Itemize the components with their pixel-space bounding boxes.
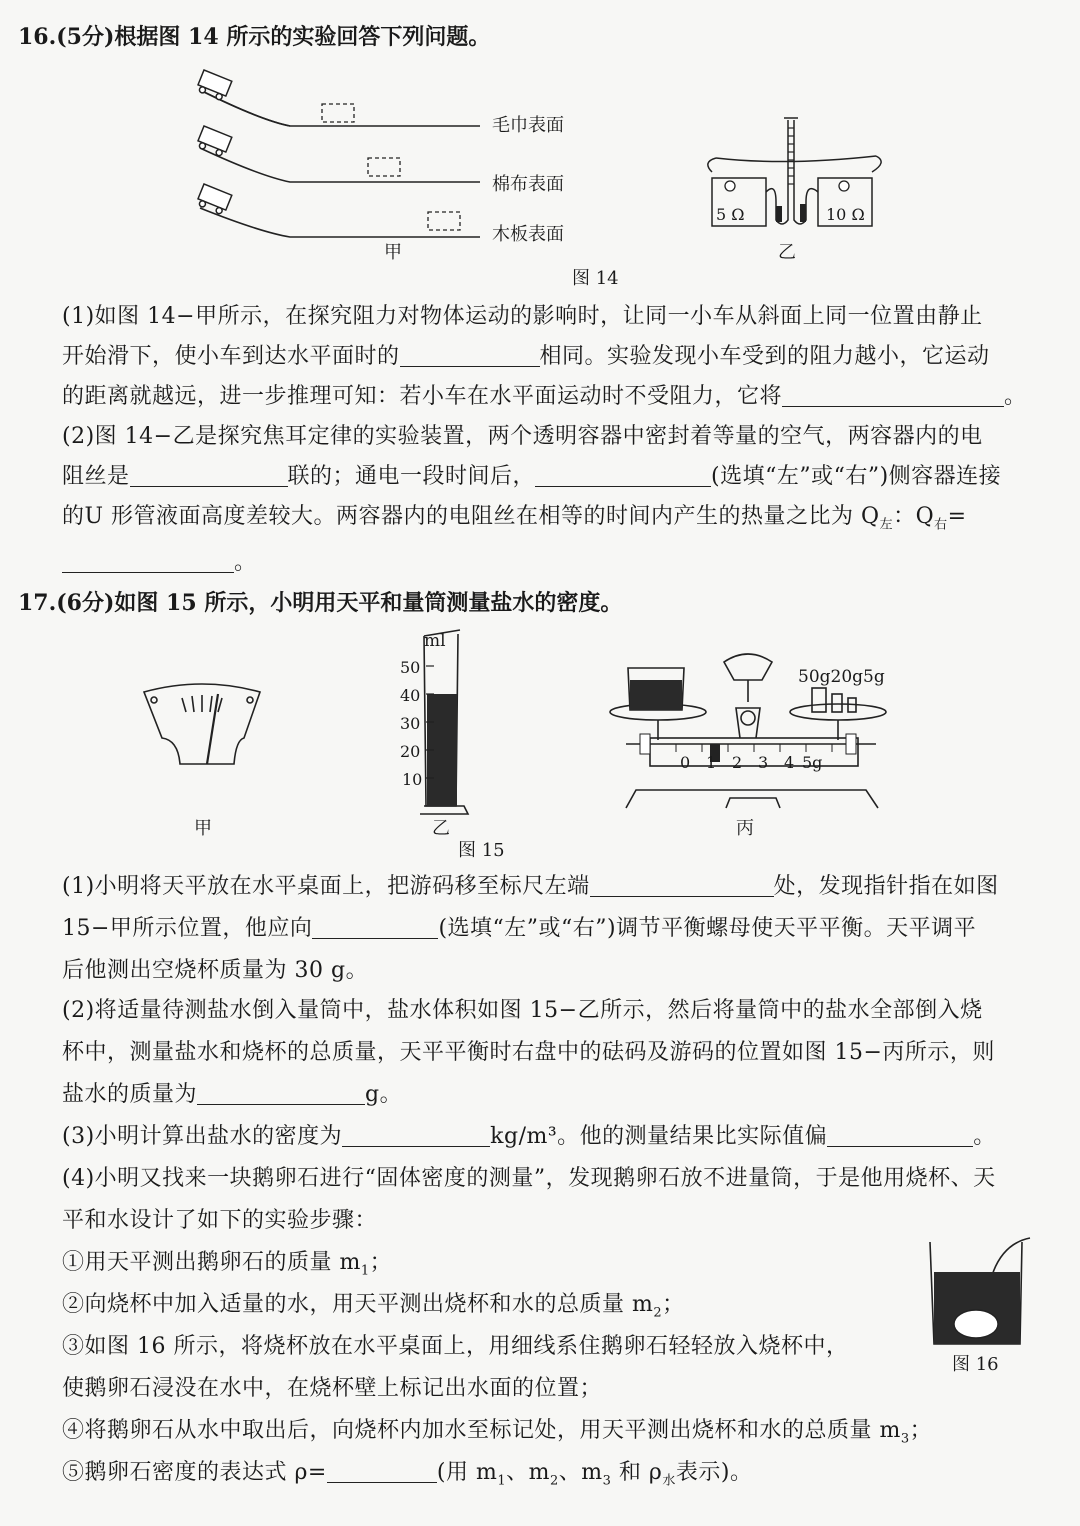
cylinder-tick-50: 50 (400, 658, 421, 677)
q17-blank-bias[interactable] (827, 1124, 973, 1147)
q16-blank-motion[interactable] (782, 384, 1004, 407)
figure-15-b-cylinder (420, 626, 480, 822)
q17-part2-line1: (2)将适量待测盐水倒入量筒中，盐水体积如图 15−乙所示，然后将量筒中的盐水全部倒入烧 (62, 998, 983, 1023)
q16-part2-line3: 的U 形管液面高度差较大。两容器内的电阻丝在相等的时间内产生的热量之比为 $Q_左$：$Q_右=$ (62, 504, 967, 533)
q17-part2-line2: 杯中，测量盐水和烧杯的总质量，天平平衡时右盘中的砝码及游码的位置如图 15−丙所示，则 (62, 1040, 995, 1065)
q17-part4-line1: (4)小明又找来一块鹅卵石进行“固体密度的测量”，发现鹅卵石放不进量筒，于是他用烧杯、天 (62, 1166, 996, 1191)
q17-step5: ⑤鹅卵石密度的表达式 ρ= (用 $m_1$、$m_2$、$m_3$ 和 $\rho_水$表示)。 (62, 1460, 753, 1489)
q16-blank-ratio[interactable] (62, 550, 234, 573)
q17-step2: ②向烧杯中加入适量的水，用天平测出烧杯和水的总质量 $m_2$； (62, 1292, 685, 1321)
q17-blank-direction[interactable] (312, 916, 438, 939)
q17-part4-line2: 平和水设计了如下的实验步骤： (62, 1208, 378, 1233)
q16-part2-line4: 。 (62, 548, 257, 578)
q17-part1-line2: 15−甲所示位置，他应向 (选填“左”或“右”)调节平衡螺母使天平平衡。天平调平 (62, 916, 977, 941)
scale-tick-4: 4 (784, 753, 795, 772)
figure-15-caption: 图 15 (458, 840, 505, 861)
q17-step3-line1: ③如图 16 所示，将烧杯放在水平桌面上，用细线系住鹅卵石轻轻放入烧杯中， (62, 1334, 849, 1359)
scale-tick-0: 0 (680, 753, 691, 772)
q16-part1-line3: 的距离就越远，进一步推理可知：若小车在水平面运动时不受阻力，它将 。 (62, 384, 1027, 409)
cylinder-tick-20: 20 (400, 742, 421, 761)
figure-15-b-label: 乙 (432, 818, 450, 839)
q16-blank-speed[interactable] (400, 344, 540, 367)
q17-part1-line3: 后他测出空烧杯质量为 30 g。 (62, 958, 369, 983)
q16-part1-line1: (1)如图 14−甲所示，在探究阻力对物体运动的影响时，让同一小车从斜面上同一位置由静止 (62, 304, 983, 329)
cylinder-tick-40: 40 (400, 686, 421, 705)
q17-part2-line3: 盐水的质量为 g。 (62, 1082, 403, 1107)
figure-14-caption: 图 14 (572, 268, 619, 289)
q17-blank-expression[interactable] (327, 1460, 437, 1483)
q17-blank-zero[interactable] (590, 874, 774, 897)
weights-label: 50g20g5g (798, 667, 885, 687)
figure-14-b-label: 乙 (778, 242, 796, 263)
cart-icon (196, 70, 232, 216)
scale-tick-2: 2 (732, 753, 743, 772)
cylinder-unit: ml (424, 631, 446, 651)
figure-15-a-pointer-dial (140, 680, 270, 770)
cylinder-tick-30: 30 (400, 714, 421, 733)
scale-tick-3: 3 (758, 753, 769, 772)
surface-towel-label: 毛巾表面 (492, 115, 564, 136)
figure-16-caption: 图 16 (952, 1354, 999, 1375)
q16-part2-line1: (2)图 14−乙是探究焦耳定律的实验装置，两个透明容器中密封着等量的空气，两容器内的电 (62, 424, 983, 449)
q17-blank-density[interactable] (342, 1124, 490, 1147)
cylinder-tick-10: 10 (402, 770, 423, 789)
q16-heading: 16.(5分)根据图 14 所示的实验回答下列问题。 (18, 24, 491, 50)
q17-part3-line: (3)小明计算出盐水的密度为 kg/m³。他的测量结果比实际值偏 。 (62, 1124, 996, 1149)
figure-15-c-label: 丙 (736, 818, 754, 839)
q17-step1: ①用天平测出鹅卵石的质量 $m_1$； (62, 1250, 393, 1279)
q17-blank-mass[interactable] (197, 1082, 365, 1105)
q17-step4: ④将鹅卵石从水中取出后，向烧杯内加水至标记处，用天平测出烧杯和水的总质量 $m_3$； (62, 1418, 933, 1447)
figure-14-a-label: 甲 (384, 242, 402, 263)
surface-cotton-label: 棉布表面 (492, 174, 564, 195)
q17-heading: 17.(6分)如图 15 所示，小明用天平和量筒测量盐水的密度。 (18, 590, 623, 616)
scale-tick-5g: 5g (802, 753, 823, 772)
scale-tick-1: 1 (706, 753, 717, 772)
q16-blank-side[interactable] (535, 464, 711, 487)
q16-part2-line2: 阻丝是 联的；通电一段时间后， (选填“左”或“右”)侧容器连接 (62, 464, 1002, 489)
figure-15-a-label: 甲 (194, 818, 212, 839)
q16-blank-connection[interactable] (130, 464, 288, 487)
resistor-left-label: 5 Ω (716, 205, 745, 224)
q17-part1-line1: (1)小明将天平放在水平桌面上，把游码移至标尺左端 处，发现指针指在如图 (62, 874, 999, 899)
figure-16-beaker (926, 1232, 1036, 1352)
q16-part1-line2: 开始滑下，使小车到达水平面时的 相同。实验发现小车受到的阻力越小，它运动 (62, 344, 990, 369)
surface-wood-label: 木板表面 (492, 224, 564, 245)
resistor-right-label: 10 Ω (826, 205, 865, 224)
q17-step3-line2: 使鹅卵石浸没在水中，在烧杯壁上标记出水面的位置； (62, 1376, 603, 1401)
